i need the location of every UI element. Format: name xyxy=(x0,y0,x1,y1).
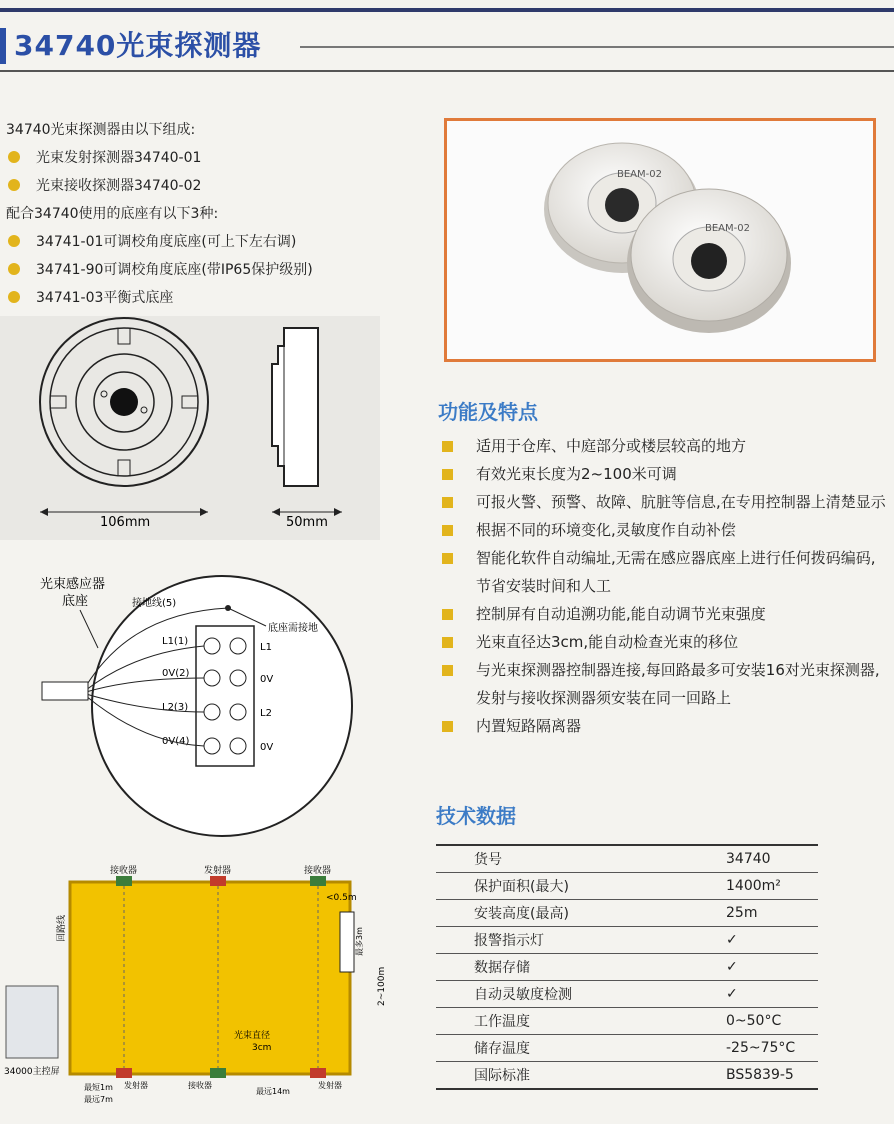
bullet-square-icon xyxy=(442,609,453,620)
terminal-label: L1(1) xyxy=(162,636,189,647)
receiver-label: 接收器 xyxy=(304,866,332,876)
beam-detector-photo xyxy=(447,121,873,359)
terminal-label: 0V(2) xyxy=(162,668,190,679)
base-item: 34741-03平衡式底座 xyxy=(6,284,313,312)
bullet-square-icon xyxy=(442,441,453,452)
bullet-square-icon xyxy=(442,525,453,536)
transmitter-label: 发射器 xyxy=(204,866,232,876)
table-row: 工作温度 0~50°C xyxy=(436,1008,818,1035)
terminal-label: 0V(4) xyxy=(162,736,190,747)
control-panel-icon xyxy=(6,986,58,1058)
receiver-label-bottom: 接收器 xyxy=(188,1081,212,1090)
terminal-label-right: 0V xyxy=(260,742,274,753)
table-row: 数据存储 ✓ xyxy=(436,954,818,981)
installation-plan xyxy=(0,846,390,1118)
range-label: 2~100m xyxy=(377,966,387,1006)
loop-wire-label: 回路线 xyxy=(57,914,67,942)
feature-item: 智能化软件自动编址,无需在感应器底座上进行任何拨码编码,节省安装时间和人工 xyxy=(438,544,888,600)
wiring-diagram xyxy=(0,568,380,838)
spec-heading: 技术数据 xyxy=(436,804,516,828)
bullet-dot-icon xyxy=(8,179,20,191)
bullet-dot-icon xyxy=(8,263,20,275)
title-accent-bar xyxy=(0,28,6,64)
base-ground-label: 底座需接地 xyxy=(268,623,318,634)
table-row: 储存温度 -25~75°C xyxy=(436,1035,818,1062)
feature-item: 光束直径达3cm,能自动检查光束的移位 xyxy=(438,628,888,656)
feature-item: 根据不同的环境变化,灵敏度作自动补偿 xyxy=(438,516,888,544)
component-item: 光束发射探测器34740-01 xyxy=(6,144,313,172)
product-photo xyxy=(444,118,876,362)
terminal-label-right: L2 xyxy=(260,708,272,719)
distance-label: <0.5m xyxy=(326,893,357,903)
feature-item: 内置短路隔离器 xyxy=(438,712,888,740)
photo-label-1: BEAM-02 xyxy=(617,169,662,180)
photo-label-2: BEAM-02 xyxy=(705,223,750,234)
bullet-square-icon xyxy=(442,497,453,508)
bullet-square-icon xyxy=(442,637,453,648)
transmitter-label-bottom: 发射器 xyxy=(318,1081,342,1090)
bullet-dot-icon xyxy=(8,151,20,163)
spec-table xyxy=(436,844,818,1090)
title-rule xyxy=(300,46,894,48)
plan-svg xyxy=(0,846,390,1118)
bullet-square-icon xyxy=(442,469,453,480)
top-rule xyxy=(0,8,894,12)
terminal-label-right: 0V xyxy=(260,674,274,685)
features-list xyxy=(438,432,888,740)
wiring-svg xyxy=(0,568,380,838)
table-row: 安装高度(最高) 25m xyxy=(436,900,818,927)
terminal-label: L2(3) xyxy=(162,702,189,713)
bullet-square-icon xyxy=(442,665,453,676)
feature-item: 控制屏有自动追溯功能,能自动调节光束强度 xyxy=(438,600,888,628)
dimension-drawing xyxy=(0,316,380,540)
max14-distance-label: 最远14m xyxy=(256,1087,290,1096)
feature-item: 可报火警、预警、故障、肮脏等信息,在专用控制器上清楚显示 xyxy=(438,488,888,516)
base-item: 34741-90可调校角度底座(带IP65保护级别) xyxy=(6,256,313,284)
bullet-dot-icon xyxy=(8,235,20,247)
table-row: 报警指示灯 ✓ xyxy=(436,927,818,954)
receiver-label: 接收器 xyxy=(110,866,138,876)
table-row: 保护面积(最大) 1400m² xyxy=(436,873,818,900)
max7-distance-label: 最远7m xyxy=(84,1095,113,1104)
bullet-dot-icon xyxy=(8,291,20,303)
features-heading: 功能及特点 xyxy=(438,400,538,424)
terminal-label-right: L1 xyxy=(260,642,272,653)
bullet-square-icon xyxy=(442,721,453,732)
intro-section xyxy=(6,116,313,312)
max-3m-label: 最多3m xyxy=(355,927,364,956)
control-panel-label: 34000主控屏 xyxy=(4,1067,60,1077)
beam-diameter-value: 3cm xyxy=(252,1043,272,1053)
feature-item: 适用于仓库、中庭部分或楼层较高的地方 xyxy=(438,432,888,460)
table-row: 国际标准 BS5839-5 xyxy=(436,1062,818,1090)
beam-diameter-label: 光束直径 xyxy=(234,1031,271,1041)
min-distance-label: 最短1m xyxy=(84,1083,113,1092)
width-dimension: 106mm xyxy=(100,515,151,530)
ground-wire-label: 接地线(5) xyxy=(132,598,177,609)
transmitter-label-bottom: 发射器 xyxy=(124,1081,148,1090)
table-row: 自动灵敏度检测 ✓ xyxy=(436,981,818,1008)
depth-dimension: 50mm xyxy=(286,515,328,530)
feature-item: 有效光束长度为2~100米可调 xyxy=(438,460,888,488)
feature-item: 与光束探测器控制器连接,每回路最多可安装16对光束探测器,发射与接收探测器须安装在同一回路上 xyxy=(438,656,888,712)
header-bottom-rule xyxy=(0,70,894,72)
intro-line-1: 34740光束探测器由以下组成: xyxy=(6,122,196,138)
component-item: 光束接收探测器34740-02 xyxy=(6,172,313,200)
base-item: 34741-01可调校角度底座(可上下左右调) xyxy=(6,228,313,256)
dimension-svg xyxy=(0,316,380,540)
sensor-base-label-2: 底座 xyxy=(62,594,89,609)
page-title: 34740光束探测器 xyxy=(14,29,262,62)
table-row: 货号 34740 xyxy=(436,845,818,873)
bullet-square-icon xyxy=(442,553,453,564)
intro-line-2: 配合34740使用的底座有以下3种: xyxy=(6,206,219,222)
sensor-base-label: 光束感应器 xyxy=(40,577,106,592)
